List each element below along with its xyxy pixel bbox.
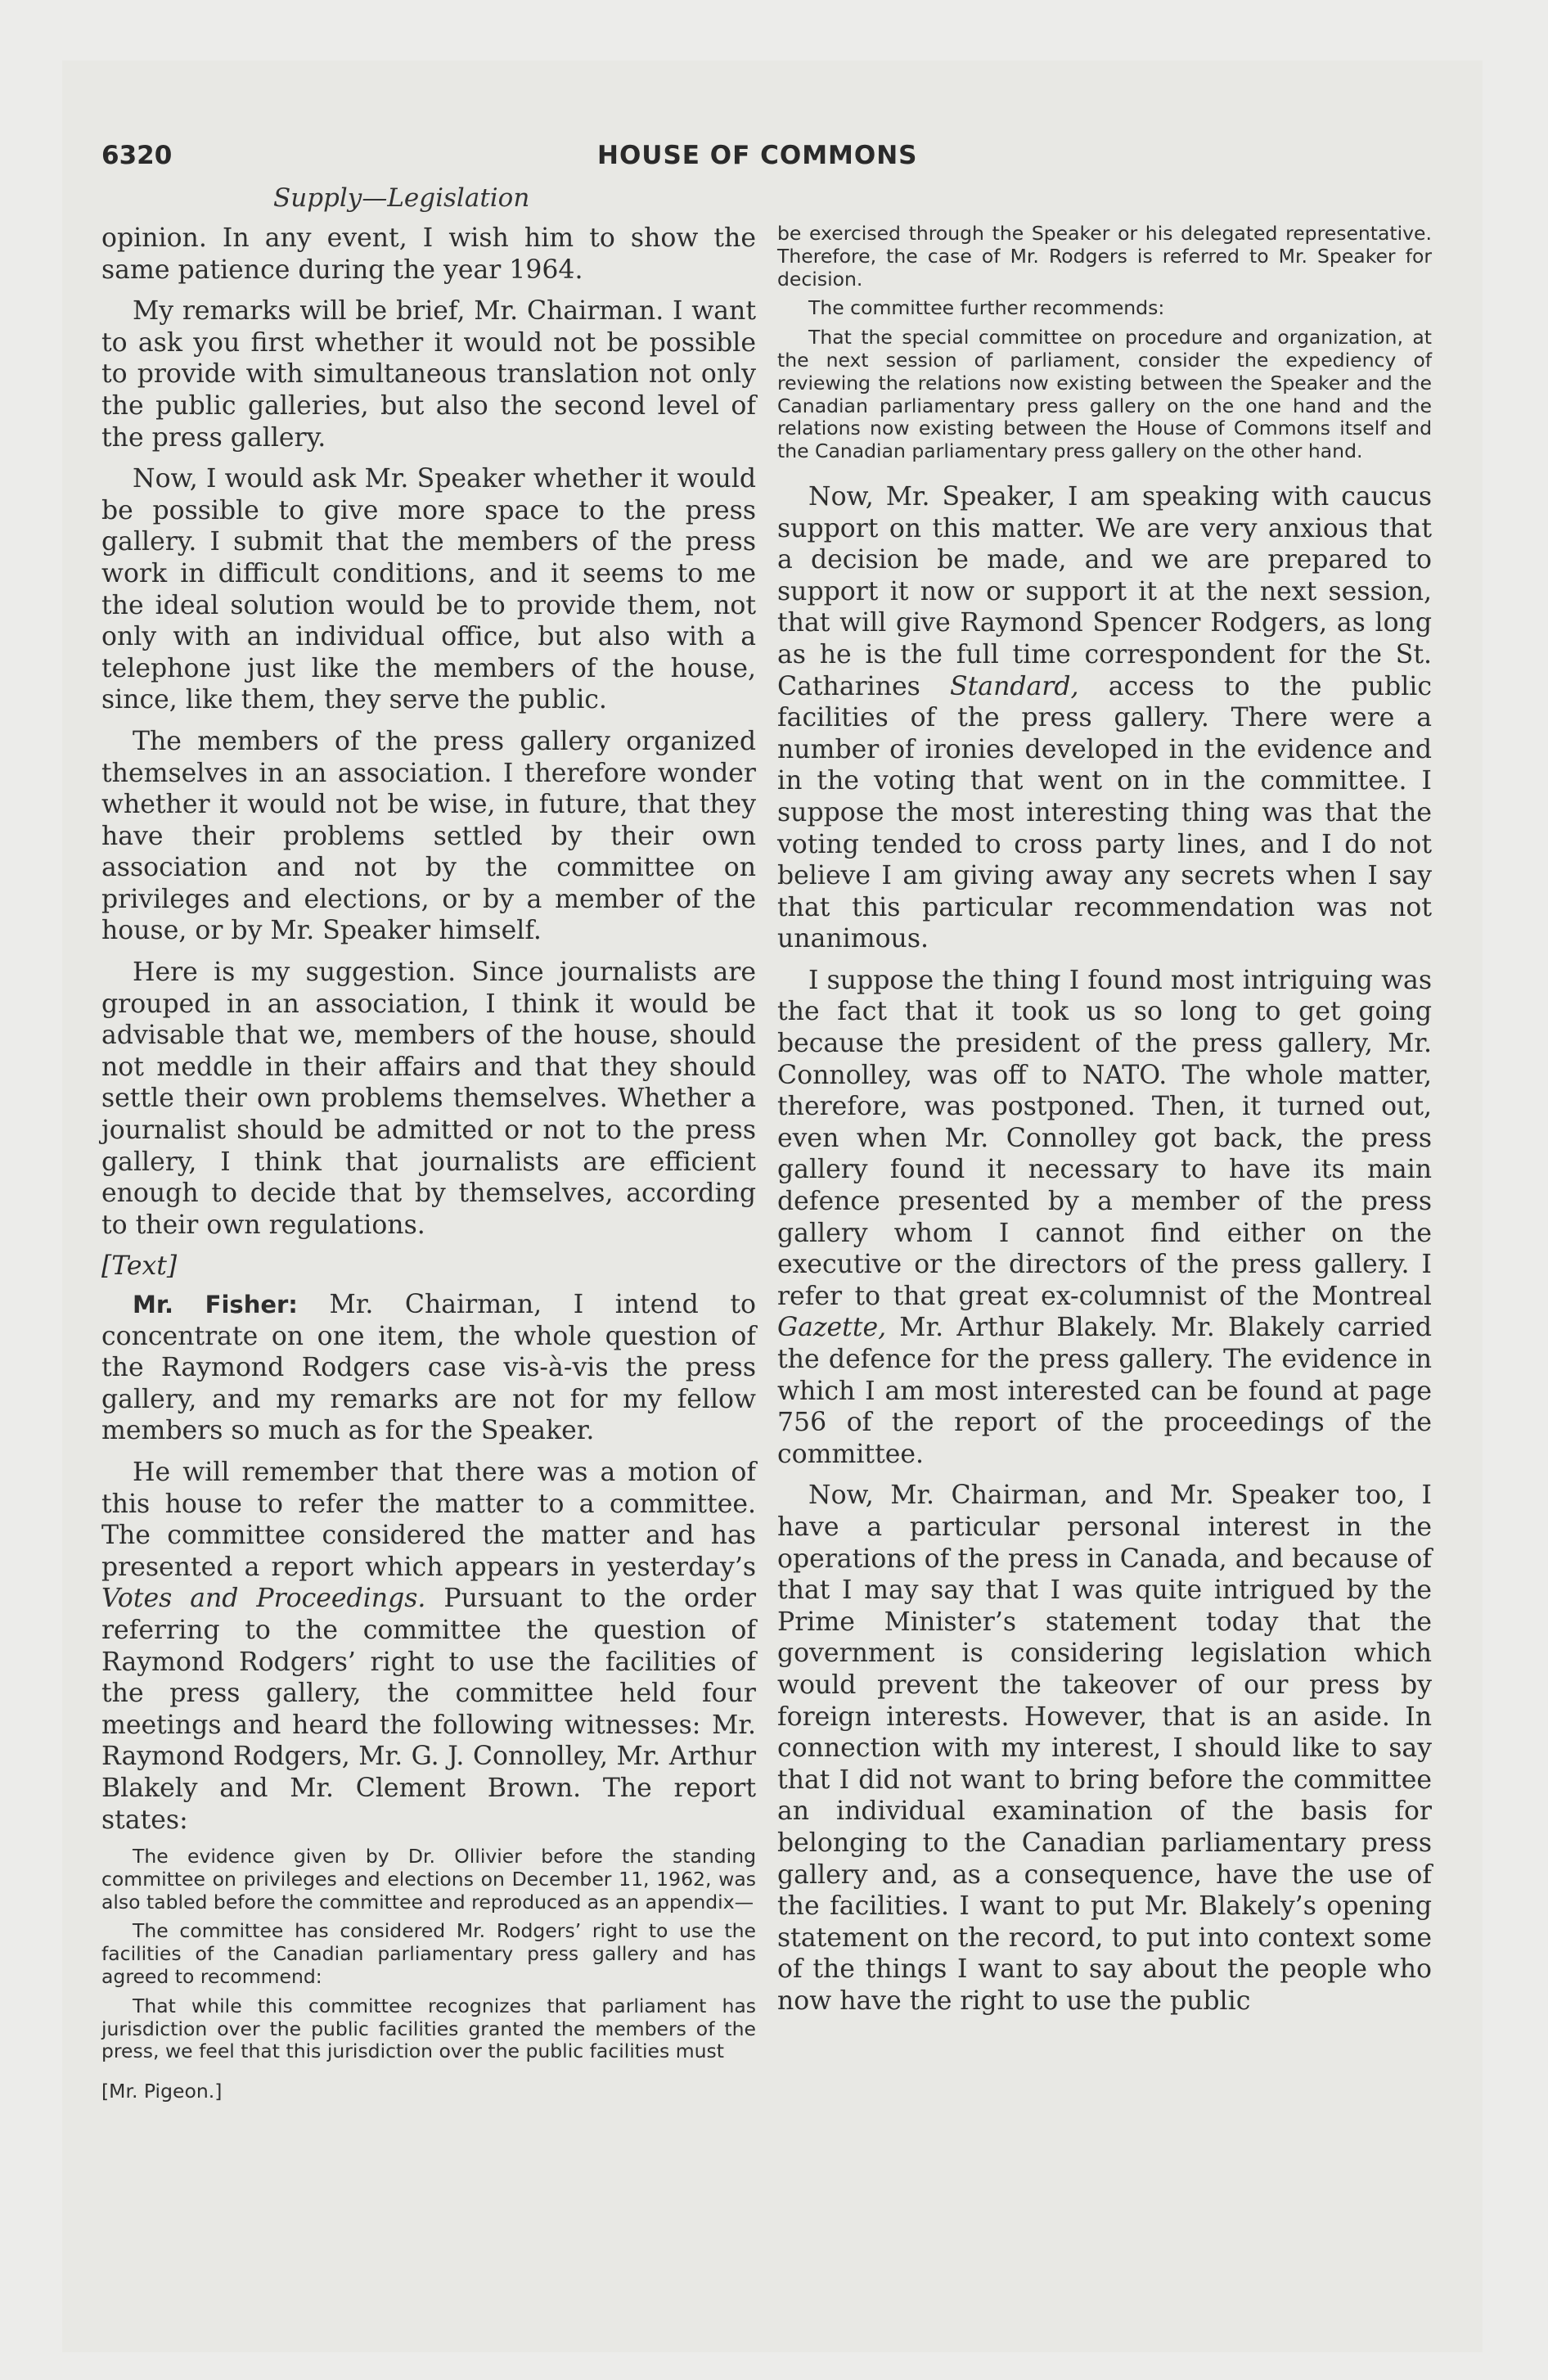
paragraph [101,1457,756,1836]
paragraph-text: He will remember that there was a motion of this house to refer the matter to a committee. The committee considered the matter and has presented a report which appears in yesterday’s [101,1457,756,1582]
paragraph-text: I suppose the thing I found most intriguing was the fact that it took us so long to get going because the president of the press gallery, Mr. Connolley, was off to NATO. The whole matter, therefore, was postponed. Then, it turned out, even when Mr. Connolley got back, the press gallery found it necessary to have its main defence presented by a member of the press gallery whom I cannot find either on the executive or the directors of the press gallery. I refer to that great ex-columnist of the Montreal [777,965,1432,1311]
italic-title: Gazette, [777,1313,887,1343]
paragraph-text: Mr. Arthur Blakely. Mr. Blakely carried the defence for the press gallery. The evidence in which I am most interested can be found at page 756 of the report of the proceedings of the committee. [777,1313,1432,1469]
speaker-footer: [Mr. Pigeon.] [101,2080,223,2103]
running-title: HOUSE OF COMMONS [597,141,918,170]
paragraph-text: Pursuant to the order referring to the committee the question of Raymond Rodgers’ right to use the facilities of the press gallery, the committee held four meetings and heard the following witnesses: Mr. Raymond Rodgers, Mr. G. J. Connolley, Mr. Arthur Blakely and Mr. Clement Brown. The report states: [101,1584,757,1835]
page-header [101,141,965,182]
right-column [777,223,1432,2026]
text-marker-label: [Text] [101,1251,178,1282]
report-quote: The committee further recommends: [808,296,1165,320]
paragraph: opinion. In any event, I wish him to show the same patience during the year 1964. [101,223,756,285]
report-quote: That while this committee recognizes that parliament has jurisdiction over the public facilities granted the members of the press, we feel that this jurisdiction over the public facilities must [101,1994,756,2063]
report-quote: be exercised through the Speaker or his delegated representative. Therefore, the case of Mr. Rodgers is referred to Mr. Speaker for decision. [777,222,1432,291]
paragraph: Now, Mr. Chairman, and Mr. Speaker too, I have a particular personal interest in the operations of the press in Canada, and because of that I may say that I was quite intrigued by the Prime Minister’s statement today that the government is considering legislation which would prevent the takeover of our press by foreign interests. However, that is an aside. In connection with my interest, I should like to say that I did not want to bring before the committee an individual examination of the basis for belonging to the Canadian parliamentary press gallery and, as a consequence, have the use of the facilities. I want to put Mr. Blakely’s opening statement on the record, to put into context some of the things I want to say about the people who now have the right to use the public [777,1481,1432,2016]
paragraph [777,965,1432,1471]
left-column [101,223,756,2103]
paragraph: Here is my suggestion. Since journalists are grouped in an association, I think it would be advisable that we, members of the house, should not meddle in their affairs and that they should settle their own problems themselves. Whether a journalist should be admitted or not to the press gallery, I think that journalists are efficient enough to decide that by themselves, according to their own regulations. [101,958,756,1240]
paragraph [777,481,1432,955]
speech-text: Mr. Chairman, I intend to concentrate on one item, the whole question of the Raymond Rodgers case vis-à-vis the press gallery, and my remarks are not for my fellow members so much as for the Speaker. [101,1290,756,1446]
page-number: 6320 [101,141,173,170]
paragraph-text: access to the public facilities of the press gallery. There were a number of ironies developed in the evidence and in the voting that went on in the committee. I suppose the most interesting thing was that the voting tended to cross party lines, and I do not believe I am giving away any secrets when I say that this particular recommendation was not unanimous. [777,671,1432,954]
speech-paragraph [101,1289,756,1447]
italic-title: Standard, [950,671,1079,701]
report-quote: The evidence given by Dr. Ollivier before the standing committee on privileges and elections on December 11, 1962, was also tabled before the committee and reproduced as an appendix— [101,1845,756,1913]
italic-title: Votes and Proceedings. [101,1584,426,1614]
report-quote: The committee has considered Mr. Rodgers’ right to use the facilities of the Canadian parliamentary press gallery and has agreed to recommend: [101,1919,756,1989]
report-quote: That the special committee on procedure and organization, at the next session of parliament, consider the expediency of reviewing the relations now existing between the Speaker and the Canadian parliamentary press gallery on the one hand and the relations now existing between the House of Commons itself and the Canadian parliamentary press gallery on the other hand. [777,326,1432,463]
paragraph: My remarks will be brief, Mr. Chairman. I want to ask you first whether it would not be possible to provide with simultaneous translation not only the public galleries, but also the second level of the press gallery. [101,296,756,453]
paragraph: Now, I would ask Mr. Speaker whether it would be possible to give more space to the press gallery. I submit that the members of the press work in difficult conditions, and it seems to me the ideal solution would be to provide them, not only with an individual office, but also with a telephone just like the members of the house, since, like them, they serve the public. [101,464,756,715]
paragraph-text: Now, Mr. Speaker, I am speaking with caucus support on this matter. We are very anxious that a decision be made, and we are prepared to support it now or support it at the next session, that will give Raymond Spencer Rodgers, as long as he is the full time correspondent for the St. Catharines [777,481,1432,701]
paragraph: The members of the press gallery organized themselves in an association. I therefore wonder whether it would not be wise, in future, that they have their problems settled by their own association and not by the committee on privileges and elections, or by a member of the house, or by Mr. Speaker himself. [101,726,756,946]
speaker-name: Mr. Fisher: [133,1291,298,1318]
section-heading: Supply—Legislation [273,183,530,213]
text-marker [101,1251,756,1282]
